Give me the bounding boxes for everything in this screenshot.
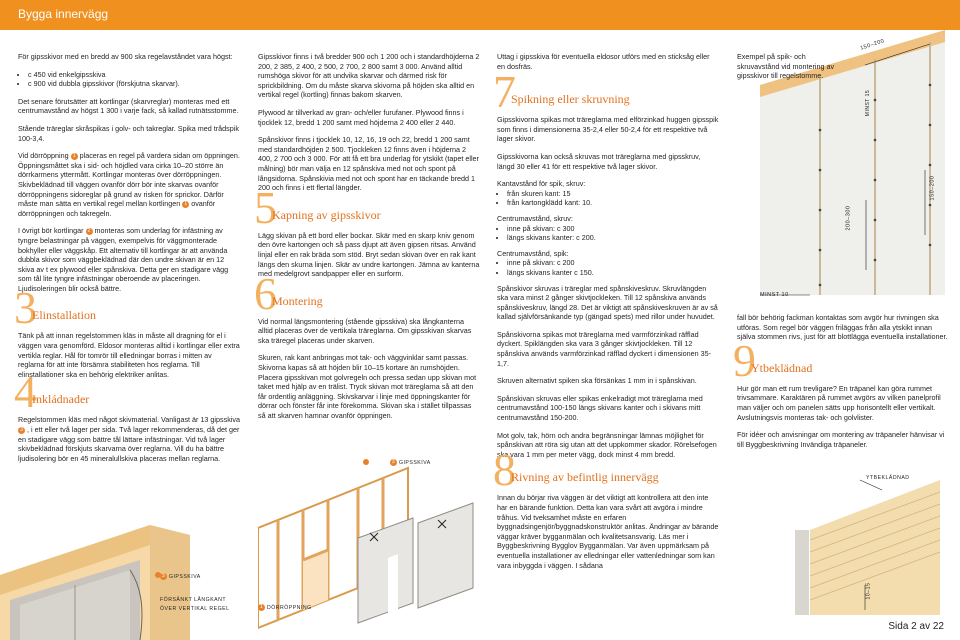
dimension-label: 200–300: [845, 205, 852, 231]
column-4-caption: Exempel på spik- och skruvavstånd vid montering av gipsskivor till regelstomme.: [737, 52, 835, 81]
label-text: DÖRRÖPPNING: [266, 604, 312, 611]
paragraph: Lägg skivan på ett bord eller bockar. Skär med en skarp kniv genom den övre kartongen och så pass djupt att även gipsen ritsas. Använd linjal eller en rak bräda som stöd. Bryt sedan skivan över en rak kant längs den skurna linjen. Skär av undre kartongen. Jämna av kanterna med medelgrovt sandpapper eller en surform.: [258, 230, 480, 279]
column-2: [254, 52, 480, 429]
section-4: [14, 366, 240, 418]
paragraph: Skruven alternativt spiken ska försänkas 1 mm in i spånskivan.: [497, 376, 697, 386]
paragraph: Skuren, rak kant anbringas mot tak- och väggvinklar samt passas. Skivorna kapas så att höjden blir 10–15 kortare än rumshöjden. Placera gipsskivan mot golvregeln och pressa sedan upp skivan mot taket med hjälp av en trälist. Tryck skivan mot träreglarna så att den får ordentlig anläggning. Skivskarvar i linje med öppningskanter för dörrar och fönster får inte förekomma. Skivan ska i stället tillpassas så att skarven hamnar ovanför öppningen.: [258, 353, 477, 421]
list-item: • c 900 vid dubbla gipsskivor (förskjutna skarvar).: [28, 79, 240, 89]
list: [497, 189, 719, 208]
paragraph: Tänk på att innan regelstommen kläs in måste all dragning för el i väggen vara genomförd. Eldosor monteras alltid i kortlingar eller extra vertikla reglar. Hål för tomrör till elledningar borras i mitten av reglarna för att inte försämra stabiliteten hos reglarna. Till elinstallationer ska en behörig elektriker anlitas.: [18, 331, 240, 379]
section-7: [493, 66, 719, 118]
callout-marker: 2: [86, 228, 93, 235]
list-heading: Kantavstånd för spik, skruv:: [497, 179, 586, 189]
paragraph: Vid normal längsmontering (stående gipsskiva) ska långkanterna alltid placeras över de vertikala träreglarna. Om gipsskivan skarvas ska träregel placeras under skarven.: [258, 316, 472, 345]
list-item: • från kartongklädd kant: 10.: [507, 198, 719, 208]
section-9: [733, 334, 950, 386]
paragraph: Spånskivan skruvas eller spikas enkelradigt mot träreglarna med centrumavstånd 100-150 längs skivans kanter och i skivans mitt centrumavstånd 150-200.: [497, 393, 703, 423]
list: [497, 224, 719, 243]
paragraph: Innan du börjar riva väggen är det viktigt att kontrollera att den inte har en bärande funktion. Detta kan vara svårt att avgöra i mindre tråhus. Vid tveksamhet måste en erfaren byggnadsingenjör/byggnadskonstruktör anlitas. Ändringar av bärande väggar kräver bygganmälan och kvalitetsansvarig. Läs mer i Byggbeskrivning Bygglov Bygganmälan. Var även uppmärksam på eventuella installationer av elledningar eller vattenledningar som kan vara inbyggda i väggen. I sådana: [497, 493, 719, 570]
stud-frame-illustration: [258, 458, 488, 638]
text: I övrigt bör kortlingar: [18, 226, 84, 236]
spacing-list: [497, 249, 719, 278]
illustration-label: YTBEKLÄDNAD: [866, 475, 910, 481]
spacing-list: [497, 179, 719, 208]
section-number: 5: [254, 181, 277, 233]
paragraph: Mot golv, tak, hörn och andra begränsningar lämnas möjlighet för spånskivan att röra sig utan att det uppkommer skador. Rörelsefogen ska vara 1 mm per meter vägg, dock minst 4 mm bredd.: [497, 430, 717, 459]
column-4: [733, 313, 950, 457]
section-number: 6: [254, 267, 277, 319]
dimension-label: 150–200: [929, 175, 936, 201]
paragraph: Spånskivorna spikas mot träreglarna med varmförzinkad räfflad dyckert. Spiklängden ska vara 3 gånger skivtjockleken. Till 12 spånskiva används varmförzinkad räfflad dyckert i dimensionen 35-1,7.: [497, 329, 712, 368]
callout-marker: 1: [71, 153, 78, 160]
illustration-label: [160, 573, 201, 580]
illustration-label: [390, 459, 431, 466]
paragraph: Gipsskivor finns i två bredder 900 och 1 200 och i standardhöjderna 2 200, 2 385, 2 400, 2 500, 2 700, 2 800 samt 3 000. Använd alltid rumshöga skivor för att undvika skarvar och därmed risk för sprickbildning. Om du måste skarva skivorna på höjden ska alltid en vertikal regel (kortling) finnas bakom skarven.: [258, 52, 480, 100]
label-text: GIPSSKIVA: [398, 459, 431, 466]
text: Vid dörröppning: [18, 151, 69, 161]
list-heading: Centrumavstånd, spik:: [497, 248, 569, 258]
gypsum-corner-illustration: [0, 515, 240, 640]
list-item: • inne på skivan: c 300: [507, 224, 719, 234]
illustration-label: [160, 596, 229, 614]
list: [18, 70, 240, 89]
paragraph: [18, 226, 240, 293]
list-heading: Centrumavstånd, skruv:: [497, 213, 573, 223]
wood-panel-illustration: [790, 470, 955, 615]
section-3: [14, 282, 240, 334]
list-item: • inne på skivan: c 200: [507, 258, 719, 268]
dimension-label: 10–15: [865, 582, 872, 600]
section-number: 7: [493, 66, 516, 118]
paragraph: Hur gör man ett rum trevligare? En träpanel kan göra rummet trivsammare. Karaktären på rummet avgörs av vilken panelprofil man väljer och om panelen sätts upp horisontellt eller vertikalt. Avslutningsvis monteras tak- och golvlister.: [737, 383, 941, 422]
page-title: Bygga innervägg: [18, 7, 109, 21]
callout-marker: 3: [391, 459, 396, 465]
paragraph: Gipsskivorna spikas mot träreglarna med elförzinkad huggen gipsspik som finns i dimensionerna 35-2,4 eller 50-2,4 för ett respektive två lager skivor.: [497, 115, 719, 144]
section-number: 8: [493, 444, 516, 496]
callout-marker: 1: [182, 201, 189, 208]
callout-marker: 3: [18, 427, 25, 434]
label-text: FÖRSÄNKT LÅNGKANT: [160, 597, 227, 603]
paragraph: [18, 151, 240, 218]
dimension-label: 150–200: [859, 38, 886, 52]
spacing-list: [497, 214, 719, 243]
dimension-label: MINST 10: [760, 292, 789, 298]
callout-marker: 3: [161, 573, 166, 579]
text: , i ett eller två lager per sida. Två lager rekommenderas, då det ger en stadigare vägg som bättre tål lättare infästningar. Vid två lager skivbeklädnad förskjuts skarvarna över reglarna. Vill du ha bättre ljudisolering bör en 45 mineralullskiva placeras mellan reglarna.: [18, 425, 240, 463]
paragraph: Spånskivor finns i tjocklek 10, 12, 16, 19 och 22, bredd 1 200 samt med standardhöjden 2 500. Tjockleken 12 finns även i höjderna 2 400, 2 700 och 3 000. För att få ett bra underlag för ytskikt (tapet eller målning) bör man välja en 12 spånskiva med not och spont på långsidorna. Spånskivia med not och spont har en täckande bredd 1 200 och finns i ett flertal längder.: [258, 135, 479, 193]
label-text: GIPSSKIVA: [168, 573, 201, 580]
section-heading: Ytbeklädnad: [751, 360, 813, 375]
text: ovanför dörröppningen och takregeln.: [18, 199, 216, 218]
list-item: • längs skivans kanter c 150.: [507, 268, 719, 278]
paragraph: Det senare förutsätter att kortlingar (skarvreglar) monteras med ett centrumavstånd av högst 1 300 i varje fack, så kallad rutnätsstomme.: [18, 96, 239, 116]
section-heading: Rivning av befintlig innervägg: [511, 470, 659, 485]
paragraph: [18, 415, 240, 463]
paragraph: fall bör behörig fackman kontaktas som avgör hur rivningen ska utföras. Som regel bör väggen friläggas från alla ytskikt innan själva stommen rivs, just för att blottlägga eventuella installationer.: [737, 313, 948, 342]
section-6: [254, 267, 480, 319]
column-3: [493, 52, 719, 578]
text: Regelstommen kläs med något skivmaterial. Vanligast är 13 gipsskiva: [18, 415, 240, 425]
column-1: [14, 52, 240, 471]
paragraph: För idéer och anvisningar om montering av träpaneler hänvisar vi till Byggbeskrivning Invändiga träpaneler.: [737, 430, 945, 449]
list-item: • längs skivans kanter: c 200.: [507, 233, 719, 243]
callout-marker: 1: [259, 604, 264, 610]
paragraph: Stående träreglar skråspikas i golv- och takreglar. Spika med trådspik 100-3,4.: [18, 123, 239, 143]
section-heading: Elinstallation: [32, 308, 96, 323]
section-heading: Montering: [272, 293, 323, 308]
list-item: • från skuren kant: 15: [507, 189, 719, 199]
section-number: 4: [14, 366, 37, 418]
text: placeras en regel på vardera sidan om öppningen. Öppningsmåttet ska i sid- och höjdled vara cirka 10–20 större än dörrkarmens yttermått. Kortlingar monteras över dörröppningen. Skivbeklädnad till väggen ovanför dörr bör inte skarvas ovanför dörröppningens sidoreglar på grund av risken för sprickor. Därför måste man sätta en vertikal regel mellan kortlingen: [18, 151, 240, 209]
section-number: 9: [733, 334, 756, 386]
paragraph: Uttag i gipsskiva för eventuella eldosor utförs med en sticksåg eller en dosfräs.: [497, 52, 710, 71]
section-heading: Spikning eller skruvning: [511, 92, 630, 107]
list: [497, 258, 719, 277]
section-number: 3: [14, 282, 37, 334]
list-item: • c 450 vid enkelgipsskiva: [28, 70, 240, 80]
label-text: ÖVER VERTIKAL REGEL: [160, 606, 230, 612]
dimension-label: MINST 15: [865, 89, 872, 117]
text: monteras som underlag för infästning av tyngre belastningar på väggen, exempelvis för väggmonterade bokhyller eller väggskåp. Ett alternativ till kortlingar är att använda dubbla skivor som väggbeklädnad där den undre skivan är en 12 skiva av t ex plywood eller spånskiva. Detta ger en stadigare vägg som tål lite tyngre infästningar oberoende av placeringen. Ljudisoleringen blir också bättre.: [18, 226, 229, 293]
section-heading: Inkládnader: [32, 392, 90, 407]
paragraph: Spånskivor skruvas i träreglar med spånskiveskruv. Skruvlängden ska vara minst 2 gånger skivtjockleken. Till 12 spånskiva används spånskiveskruv, längd 28. Det är viktigt att spånskiveskruven är av så kallad självförsänkande typ (gängad spets) med rillor under huvudet.: [497, 283, 718, 322]
illustration-label: [258, 604, 312, 611]
paragraph: Gipsskivorna kan också skruvas mot träreglarna med gipsskruv, längd 30 eller 41 för ett respektive två lager skivor.: [497, 151, 701, 171]
paragraph: För gipsskivor med en bredd av 900 ska regelavståndet vara högst:: [18, 52, 233, 61]
section-5: [254, 181, 480, 233]
page-number: Sida 2 av 22: [888, 621, 944, 632]
section-heading: Kapning av gipsskivor: [272, 207, 381, 222]
paragraph: Plywood är tillverkad av gran- och/eller furufaner. Plywood finns i tjocklek 12, bredd 1 200 samt med höjderna 2 400 eller 2 440.: [258, 107, 464, 127]
header-bar: [0, 0, 960, 30]
